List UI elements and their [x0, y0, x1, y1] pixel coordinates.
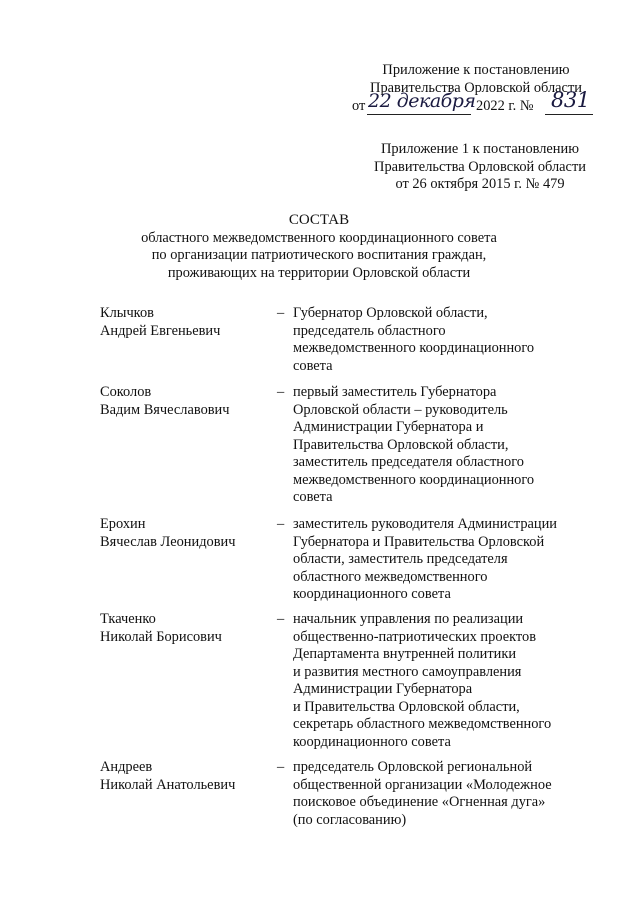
- role-line: Орловской области – руководитель: [293, 401, 508, 418]
- member-name: [100, 611, 275, 646]
- role-line: Администрации Губернатора и: [293, 419, 484, 435]
- role-line: областного межведомственного: [293, 568, 488, 585]
- member-surname: Андреев: [100, 759, 153, 775]
- appendix-header-line2: Правительства Орловской области: [370, 79, 582, 96]
- member-dash: –: [277, 611, 285, 627]
- role-line: общественной организации «Молодежное: [293, 776, 552, 793]
- title-heading: СОСТАВ: [288, 212, 350, 228]
- role-line: и Правительства Орловской области,: [293, 698, 520, 715]
- appendix-header-line1: Приложение к постановлению: [382, 62, 570, 78]
- role-line: председатель Орловской региональной: [293, 759, 533, 775]
- appendix-1-line2: Правительства Орловской области: [374, 158, 586, 175]
- member-name: [100, 384, 275, 419]
- role-line: Администрации Губернатора: [293, 681, 473, 697]
- role-line: заместитель руководителя Администрации: [293, 516, 558, 532]
- member-surname: Ерохин: [100, 516, 146, 532]
- title-line3: проживающих на территории Орловской области: [167, 264, 471, 281]
- appendix-1-line1: Приложение 1 к постановлению: [381, 141, 579, 157]
- role-line: Правительства Орловской области,: [293, 436, 509, 453]
- role-line: совета: [293, 489, 333, 505]
- member-role: [293, 611, 583, 751]
- role-line: начальник управления по реализации: [293, 611, 524, 627]
- member-dash: –: [277, 759, 285, 775]
- date-underline: [367, 114, 471, 115]
- member-name: [100, 305, 275, 340]
- member-given-names: Вадим Вячеславович: [100, 401, 230, 418]
- role-line: области, заместитель председателя: [293, 551, 508, 567]
- title-line1: областного межведомственного координационного совета: [141, 229, 497, 246]
- role-line: межведомственного координационного: [293, 340, 535, 356]
- role-line: координационного совета: [293, 733, 451, 750]
- role-line: (по согласованию): [293, 811, 407, 828]
- member-given-names: Вячеслав Леонидович: [100, 533, 236, 550]
- role-line: Губернатор Орловской области,: [293, 305, 488, 321]
- role-line: межведомственного координационного: [293, 471, 535, 488]
- number-underline: [545, 114, 593, 115]
- member-role: [293, 305, 583, 375]
- member-role: [293, 516, 583, 604]
- role-line: первый заместитель Губернатора: [293, 384, 497, 400]
- date-suffix: 2022 г. №: [476, 98, 534, 114]
- role-line: председатель областного: [293, 322, 446, 339]
- member-given-names: Николай Анатольевич: [100, 776, 236, 793]
- member-name: [100, 759, 275, 794]
- member-role: [293, 759, 583, 829]
- member-dash: –: [277, 305, 285, 321]
- role-line: секретарь областного межведомственного: [293, 716, 552, 732]
- role-line: координационного совета: [293, 586, 451, 602]
- member-dash: –: [277, 384, 285, 400]
- role-line: и развития местного самоуправления: [293, 663, 522, 680]
- member-name: [100, 516, 275, 551]
- member-given-names: Андрей Евгеньевич: [100, 322, 221, 339]
- appendix-1-line3: от 26 октября 2015 г. № 479: [395, 176, 565, 192]
- member-dash: –: [277, 516, 285, 532]
- handwritten-number: 831: [551, 88, 590, 112]
- member-surname: Клычков: [100, 305, 154, 321]
- member-role: [293, 384, 583, 507]
- role-line: поисковое объединение «Огненная дуга»: [293, 794, 546, 810]
- role-line: Департамента внутренней политики: [293, 646, 517, 662]
- role-line: совета: [293, 357, 333, 374]
- appendix-1-header: [362, 141, 598, 194]
- document-title: [0, 212, 638, 282]
- title-line2: по организации патриотического воспитания граждан,: [151, 247, 487, 263]
- role-line: Губернатора и Правительства Орловской: [293, 533, 545, 550]
- date-prefix: от: [352, 98, 366, 114]
- member-surname: Соколов: [100, 384, 152, 400]
- role-line: общественно-патриотических проектов: [293, 628, 536, 645]
- handwritten-date: 22 декабря: [368, 90, 476, 112]
- member-surname: Ткаченко: [100, 611, 156, 627]
- member-given-names: Николай Борисович: [100, 628, 222, 645]
- role-line: заместитель председателя областного: [293, 454, 524, 470]
